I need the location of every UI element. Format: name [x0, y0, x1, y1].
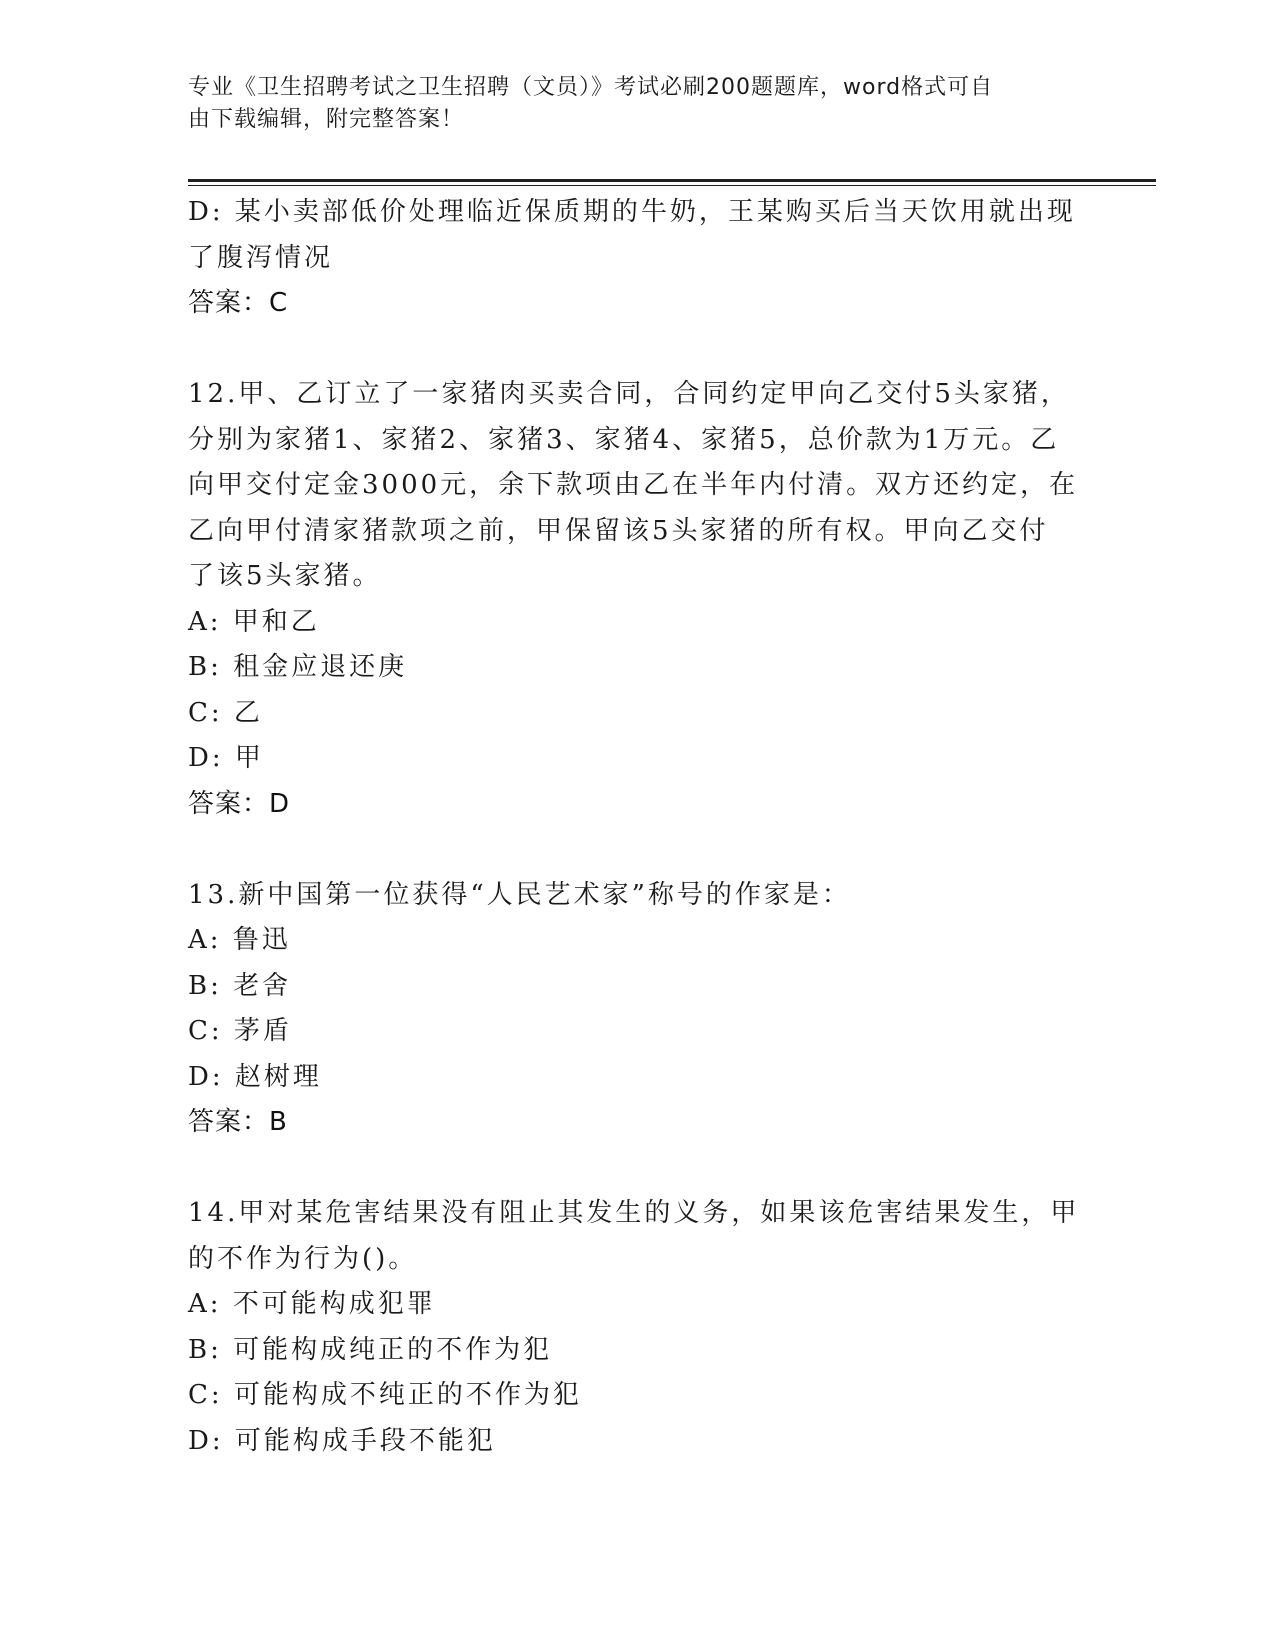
answer-line: 答案：C: [188, 288, 289, 318]
option-c: C: 可能构成不纯正的不作为犯: [188, 1380, 582, 1410]
question-stem-line: 了该5头家猪。: [188, 561, 382, 591]
question-stem-line: 14.甲对某危害结果没有阻止其发生的义务，如果该危害结果发生，甲: [188, 1198, 1080, 1228]
header-line-1: 专业《卫生招聘考试之卫生招聘（文员）》考试必刷200题题库，word格式可自: [188, 75, 994, 100]
option-b: B: 老舍: [188, 970, 292, 1001]
option-b: B: 可能构成纯正的不作为犯: [188, 1334, 553, 1365]
header-divider-thick: [188, 179, 1156, 182]
question-stem-line: 12.甲、乙订立了一家猪肉买卖合同，合同约定甲向乙交付5头家猪，: [188, 379, 1070, 409]
option-b: B: 租金应退还庚: [188, 652, 408, 682]
option-d: D: 可能构成手段不能犯: [188, 1425, 496, 1456]
question-stem-line: 13.新中国第一位获得“人民艺术家”称号的作家是：: [188, 879, 851, 910]
header-line-2: 由下载编辑，附完整答案！: [188, 107, 465, 132]
question-spacer: [188, 1146, 1088, 1192]
option-d-line-2: 了腹泻情况: [188, 242, 334, 273]
question-stem-line: 分别为家猪1、家猪2、家猪3、家猪4、家猪5，总价款为1万元。乙: [188, 424, 1060, 455]
question-stem-line: 乙向甲付清家猪款项之前，甲保留该5头家猪的所有权。甲向乙交付: [188, 515, 1049, 546]
question-stem-line: 的不作为行为()。: [188, 1243, 418, 1274]
answer-line: 答案：D: [188, 788, 291, 819]
option-a: A: 鲁迅: [188, 925, 291, 955]
question-spacer: [188, 327, 1088, 373]
option-d: D: 甲: [188, 743, 264, 773]
question-11-tail: [188, 190, 1088, 327]
option-d: D: 赵树理: [188, 1061, 322, 1092]
question-content: [188, 190, 1088, 1464]
option-a: A: 不可能构成犯罪: [188, 1289, 436, 1319]
option-d-line-1: D: 某小卖部低价处理临近保质期的牛奶，王某购买后当天饮用就出现: [188, 197, 1076, 227]
document-header: [188, 72, 1068, 136]
option-a: A: 甲和乙: [188, 606, 320, 637]
answer-line: 答案：B: [188, 1107, 288, 1137]
header-divider-thin: [188, 185, 1156, 186]
option-c: C: 茅盾: [188, 1016, 292, 1046]
question-spacer: [188, 827, 1088, 873]
option-c: C: 乙: [188, 697, 263, 728]
question-stem-line: 向甲交付定金3000元，余下款项由乙在半年内付清。双方还约定，在: [188, 470, 1079, 500]
question-14: [188, 1191, 1088, 1464]
question-12: [188, 372, 1088, 827]
question-13: [188, 873, 1088, 1146]
